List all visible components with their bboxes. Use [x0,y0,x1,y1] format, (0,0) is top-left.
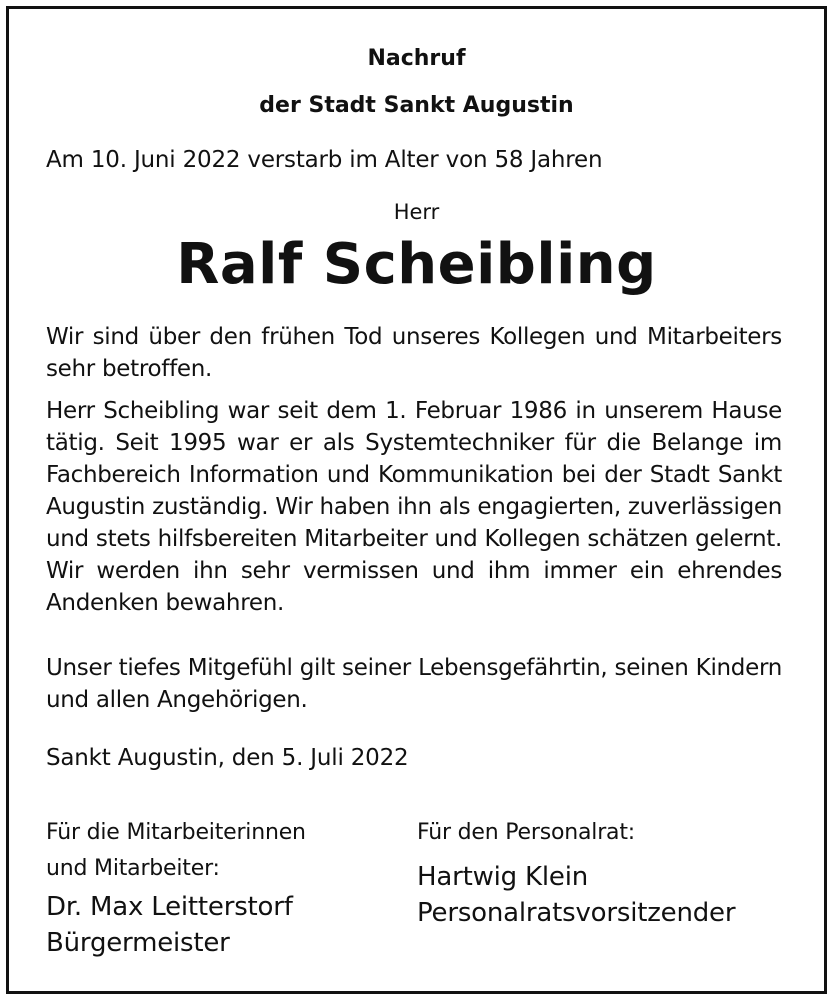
place-date: Sankt Augustin, den 5. Juli 2022 [46,745,409,771]
signature-label: Für den Personalrat: [417,820,635,845]
salutation: Herr [393,200,440,224]
signatory-name: Hartwig Klein [417,862,588,892]
signatory-role: Personalratsvorsitzender [417,898,736,928]
issuer-heading: der Stadt Sankt Augustin [259,93,574,118]
deceased-name: Ralf Scheibling [176,232,657,297]
signature-block-staff [46,817,406,961]
signature-block-staff-council [417,817,807,931]
signature-label-line2: und Mitarbeiter: [46,856,220,881]
paragraph-condolence: Wir sind über den frühen Tod unseres Kollegen und Mitarbeiters sehr betroffen. [46,324,782,382]
intro-line: Am 10. Juni 2022 verstarb im Alter von 58 Jahren [46,147,603,173]
paragraph-career: Herr Scheibling war seit dem 1. Februar 1986 in unserem Hause tätig. Seit 1995 war er als Systemtechniker für die Belange im Fachbereich Information und Kommunikation bei der Stadt Sankt Augustin zuständig. Wir haben ihn als engagierten, zuverlässigen und stets hilfsbereiten Mitarbeiter und Kollegen schätzen gelernt. Wir werden ihn sehr vermissen und ihm immer ein ehrendes Andenken bewahren. [46,398,782,616]
signatory-role: Bürgermeister [46,928,230,958]
signatory-name: Dr. Max Leitterstorf [46,892,293,922]
obituary-heading: Nachruf [367,46,466,71]
signature-label-line1: Für die Mitarbeiterinnen [46,820,306,845]
paragraph-sympathy: Unser tiefes Mitgefühl gilt seiner Lebensgefährtin, seinen Kindern und allen Angehörigen. [46,655,782,713]
